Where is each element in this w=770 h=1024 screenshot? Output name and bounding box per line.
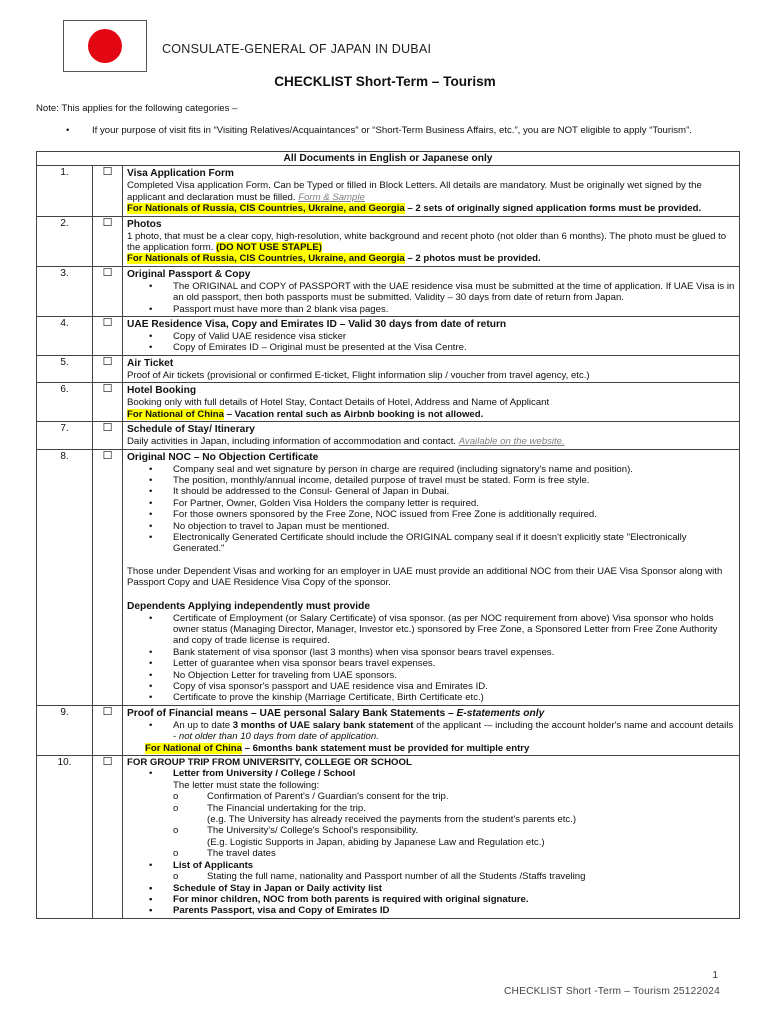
dependent-visa-note: Those under Dependent Visas and working for an employer in UAE must provide an additional NOC from their UAE Visa Sponsor along with Passport Copy and UAE Residence Visa Copy of the sponsor. xyxy=(127,565,723,589)
bullet-list xyxy=(127,720,735,743)
list-item: o The Financial undertaking for the trip. xyxy=(173,803,735,814)
table-row xyxy=(37,756,740,919)
table-header-row xyxy=(37,152,740,166)
note-text: Note: This applies for the following categories – xyxy=(36,103,238,114)
table-row xyxy=(37,422,740,449)
checkbox-icon[interactable]: ☐ xyxy=(93,355,123,382)
item-number: 2. xyxy=(37,216,93,266)
item-title: Hotel Booking xyxy=(127,385,197,397)
list-item: • Copy of Emirates ID – Original must be presented at the Visa Centre. xyxy=(127,342,735,353)
list-item: • Letter from University / College / School The letter must state the following: o Confirmation of Parent's / Guardian's consent for the trip. o The Financial undertaking for the trip. (e.g. The University has already received the payments from the student's parents etc.) o The University's/ College's School's responsibility. (E.g. Logistic Supports in Japan, abiding by Japanese Law and Regulation etc.) o The travel dates xyxy=(127,768,735,859)
checkbox-icon[interactable]: ☐ xyxy=(93,422,123,449)
list-item: o The travel dates xyxy=(173,848,735,859)
list-item: • For minor children, NOC from both parents is required with original signature. xyxy=(127,894,735,905)
checkbox-icon[interactable]: ☐ xyxy=(93,216,123,266)
list-item: • Electronically Generated Certificate should include the ORIGINAL company seal if it doesn't explicitly state "Electronically Generated." xyxy=(127,532,735,555)
item-content xyxy=(123,756,740,919)
item-title: Air Ticket xyxy=(127,357,174,369)
list-item: • It should be addressed to the Consul- General of Japan in Dubai. xyxy=(127,486,735,497)
item-content: Photos 1 photo, that must be a clear copy, high-resolution, white background and recent photo (not older than 6 months). The photo must be glued to the application form. (DO NOT USE STAPLE) For Nationals of Russia, CIS Countries, Ukraine, and Georgia – 2 photos must be provided. xyxy=(123,216,740,266)
highlight-note: For National of China xyxy=(145,742,243,754)
table-row xyxy=(37,216,740,266)
table-row xyxy=(37,266,740,316)
consulate-name: CONSULATE-GENERAL OF JAPAN IN DUBAI xyxy=(162,42,432,56)
item-title: Original Passport & Copy xyxy=(127,268,251,280)
item-title: Photos xyxy=(127,218,162,230)
item-number: 6. xyxy=(37,383,93,422)
list-item: • The position, monthly/annual income, detailed purpose of travel must be stated. Form is free style. xyxy=(127,475,735,486)
list-item: • List of Applicants o Stating the full name, nationality and Passport number of all the Students /Staffs traveling xyxy=(127,860,735,883)
item-number: 3. xyxy=(37,266,93,316)
checkbox-icon[interactable]: ☐ xyxy=(93,449,123,705)
checklist-table xyxy=(36,151,740,919)
list-item: • The ORIGINAL and COPY of PASSPORT with the UAE residence visa must be submitted at the time of application. If UAE Visa is in an old passport, then both passports must be submitted. Validity – 30 days from date of return from Japan. xyxy=(127,281,735,304)
table-row xyxy=(37,317,740,356)
list-item: • Bank statement of visa sponsor (last 3 months) when visa sponsor bears travel expenses. xyxy=(127,647,735,658)
flag-sun xyxy=(88,29,122,63)
bullet-list xyxy=(127,768,735,916)
item-number: 9. xyxy=(37,705,93,755)
list-item: o Confirmation of Parent's / Guardian's consent for the trip. xyxy=(173,791,735,802)
item-content: Visa Application Form Completed Visa application Form. Can be Typed or filled in Block Letters. All details are mandatory. Must be originally wet signed by the applicant and declaration must be filled. Form & Sample For Nationals of Russia, CIS Countries, Ukraine, and Georgia – 2 sets of originally signed application forms must be provided. xyxy=(123,166,740,216)
japan-flag-icon xyxy=(63,20,147,72)
checkbox-icon[interactable]: ☐ xyxy=(93,317,123,356)
item-content: Hotel Booking Booking only with full details of Hotel Stay, Contact Details of Hotel, Address and Name of Applicant For National of China – Vacation rental such as Airbnb booking is not allowed. xyxy=(123,383,740,422)
list-item: o The University's/ College's School's responsibility. xyxy=(173,825,735,836)
form-sample-link[interactable]: Form & Sample xyxy=(298,191,365,203)
item-title: Schedule of Stay/ Itinerary xyxy=(127,424,255,436)
footer-doc-id: CHECKLIST Short -Term – Tourism 25122024 xyxy=(504,986,720,997)
list-item: • Certificate to prove the kinship (Marriage Certificate, Birth Certificate etc.) xyxy=(127,692,735,703)
item-title: UAE Residence Visa, Copy and Emirates ID – Valid 30 days from date of return xyxy=(127,319,507,331)
sub-list xyxy=(173,791,735,814)
checkbox-icon[interactable]: ☐ xyxy=(93,166,123,216)
table-row xyxy=(37,355,740,382)
list-item: • Parents Passport, visa and Copy of Emirates ID xyxy=(127,905,735,916)
dependents-title: Dependents Applying independently must provide xyxy=(127,600,371,612)
list-item: • Copy of visa sponsor's passport and UAE residence visa and Emirates ID. xyxy=(127,681,735,692)
list-item: • Schedule of Stay in Japan or Daily activity list xyxy=(127,883,735,894)
list-item: • Letter of guarantee when visa sponsor bears travel expenses. xyxy=(127,658,735,669)
bullet-list xyxy=(127,281,735,315)
item-number: 5. xyxy=(37,355,93,382)
note-bullet: • If your purpose of visit fits in “Visiting Relatives/Acquaintances” or “Short-Term Business Affairs, etc.”, you are NOT eligible to apply “Tourism”. xyxy=(66,125,692,136)
item-title: Original NOC – No Objection Certificate xyxy=(127,451,319,463)
list-item: • For those owners sponsored by the Free Zone, NOC issued from Free Zone is additionally required. xyxy=(127,509,735,520)
item-number: 7. xyxy=(37,422,93,449)
item-content: Schedule of Stay/ Itinerary Daily activities in Japan, including information of accommodation and contact. Available on the website. xyxy=(123,422,740,449)
list-item: • No Objection Letter for traveling from UAE sponsors. xyxy=(127,670,735,681)
document-title: CHECKLIST Short-Term – Tourism xyxy=(274,74,496,89)
item-content xyxy=(123,449,740,705)
checkbox-icon[interactable]: ☐ xyxy=(93,383,123,422)
list-item: • For Partner, Owner, Golden Visa Holders the company letter is required. xyxy=(127,498,735,509)
highlight-note: For Nationals of Russia, CIS Countries, Ukraine, and Georgia xyxy=(127,253,405,265)
staple-warning: (DO NOT USE STAPLE) xyxy=(216,242,322,254)
list-item: • Copy of Valid UAE residence visa sticker xyxy=(127,331,735,342)
table-row xyxy=(37,705,740,755)
item-number: 10. xyxy=(37,756,93,919)
table-row xyxy=(37,383,740,422)
item-content: Air Ticket Proof of Air tickets (provisional or confirmed E-ticket, Flight information slip / voucher from travel agency, etc.) xyxy=(123,355,740,382)
list-item: • Company seal and wet signature by person in charge are required (including signatory's name and position). xyxy=(127,464,735,475)
bullet-list xyxy=(127,331,735,354)
list-item: • Certificate of Employment (or Salary Certificate) of visa sponsor. (as per NOC requirement from above) Visa sponsor who holds owner status (Managing Director, Manager, Investor etc.) sponsored by Free Zone, a Sponsored Letter from Free Zone Authority and copy of trade license is required. xyxy=(127,613,735,647)
item-content xyxy=(123,266,740,316)
list-item: • No objection to travel to Japan must be mentioned. xyxy=(127,521,735,532)
item-content: Proof of Financial means – UAE personal Salary Bank Statements – E-statements only • An up to date 3 months of UAE salary bank statement of the applicant -– including the account holder's name and account details - not older than 10 days from date of application. For National of China – 6months bank statement must be provided for multiple entry xyxy=(123,705,740,755)
table-row xyxy=(37,166,740,216)
item-number: 1. xyxy=(37,166,93,216)
table-header: All Documents in English or Japanese only xyxy=(37,152,740,166)
item-content xyxy=(123,317,740,356)
bullet-list xyxy=(127,464,735,555)
item-title: Proof of Financial means – UAE personal Salary Bank Statements – E-statements only xyxy=(127,707,545,719)
checkbox-icon[interactable]: ☐ xyxy=(93,756,123,919)
checkbox-icon[interactable]: ☐ xyxy=(93,705,123,755)
bullet-list xyxy=(127,613,735,704)
item-title: Visa Application Form xyxy=(127,168,234,180)
list-item: • Passport must have more than 2 blank visa pages. xyxy=(127,304,735,315)
item-title: FOR GROUP TRIP FROM UNIVERSITY, COLLEGE OR SCHOOL xyxy=(127,757,412,769)
item-number: 4. xyxy=(37,317,93,356)
highlight-note: For National of China xyxy=(127,408,225,420)
checkbox-icon[interactable]: ☐ xyxy=(93,266,123,316)
list-item: • An up to date 3 months of UAE salary bank statement of the applicant -– including the account holder's name and account details - not older than 10 days from date of application. xyxy=(127,720,735,743)
bullet-icon: • xyxy=(66,125,70,136)
table-row xyxy=(37,449,740,705)
page-number: 1 xyxy=(712,970,718,981)
list-item: o Stating the full name, nationality and Passport number of all the Students /Staffs traveling xyxy=(173,871,735,882)
item-number: 8. xyxy=(37,449,93,705)
highlight-note: For Nationals of Russia, CIS Countries, Ukraine, and Georgia xyxy=(127,203,405,215)
website-link[interactable]: Available on the website. xyxy=(458,436,565,448)
